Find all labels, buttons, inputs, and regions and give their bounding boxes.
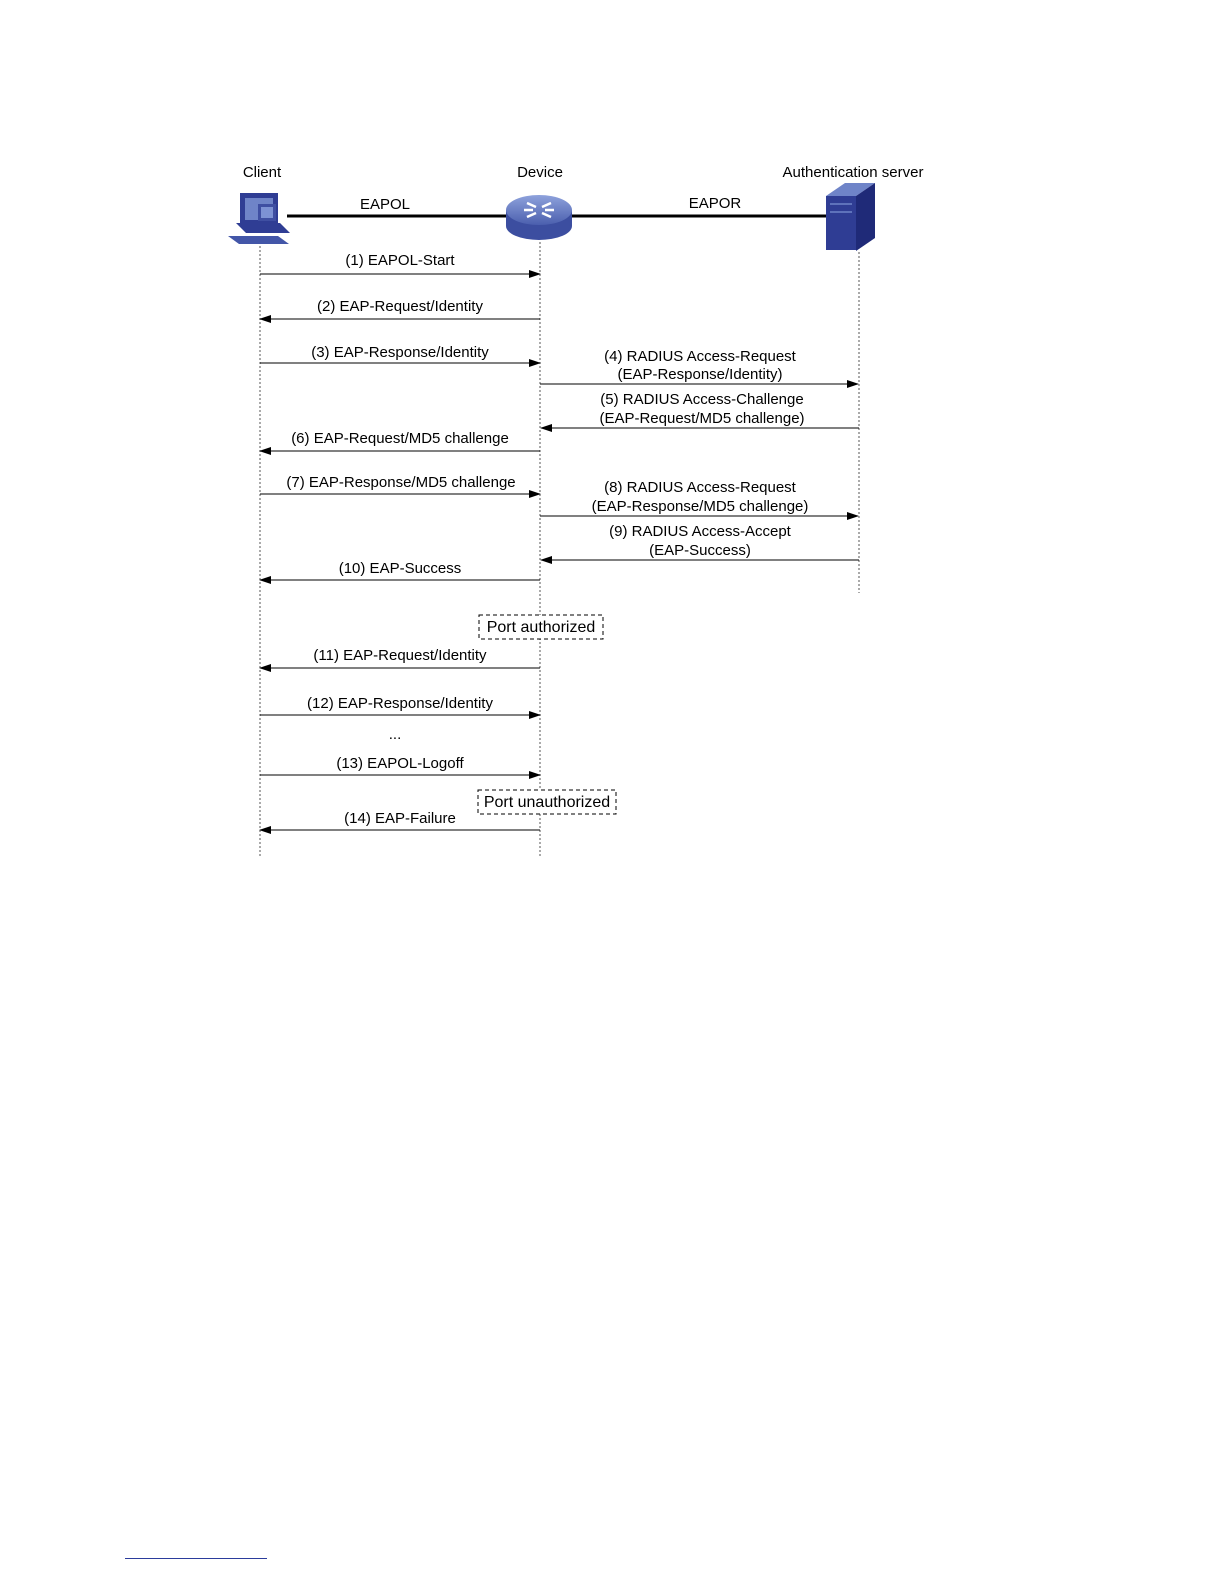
message-11-label: (11) EAP-Request/Identity (313, 647, 487, 664)
message-12-label: (12) EAP-Response/Identity (307, 695, 493, 712)
computer-icon (228, 193, 290, 244)
ellipsis: ... (388, 726, 402, 743)
message-6-label: (6) EAP-Request/MD5 challenge (291, 430, 509, 447)
device-label: Device (517, 164, 563, 181)
footnote-separator (125, 1558, 267, 1559)
eapol-label: EAPOL (359, 196, 411, 213)
message-8-label-line2: (EAP-Response/MD5 challenge) (591, 498, 809, 515)
message-4-label-line1: (4) RADIUS Access-Request (604, 348, 796, 365)
message-10-label: (10) EAP-Success (338, 560, 462, 577)
message-8-label-line1: (8) RADIUS Access-Request (604, 479, 796, 496)
message-9-label-line2: (EAP-Success) (649, 542, 751, 559)
port-authorized-label: Port authorized (486, 619, 596, 636)
message-5-label-line2: (EAP-Request/MD5 challenge) (599, 410, 805, 427)
server-icon (826, 183, 875, 251)
server-label: Authentication server (782, 164, 924, 181)
switch-icon (506, 195, 572, 240)
message-7-label: (7) EAP-Response/MD5 challenge (286, 474, 516, 491)
message-5-label-line1: (5) RADIUS Access-Challenge (600, 391, 804, 408)
message-9-label-line1: (9) RADIUS Access-Accept (609, 523, 791, 540)
port-unauthorized-label: Port unauthorized (483, 794, 611, 811)
message-13-label: (13) EAPOL-Logoff (336, 755, 464, 772)
message-14-label: (14) EAP-Failure (344, 810, 456, 827)
eapor-label: EAPOR (688, 195, 742, 212)
message-1-label: (1) EAPOL-Start (345, 252, 455, 269)
message-2-label: (2) EAP-Request/Identity (317, 298, 483, 315)
message-3-label: (3) EAP-Response/Identity (311, 344, 489, 361)
message-4-label-line2: (EAP-Response/Identity) (617, 366, 783, 383)
client-label: Client (242, 164, 282, 181)
